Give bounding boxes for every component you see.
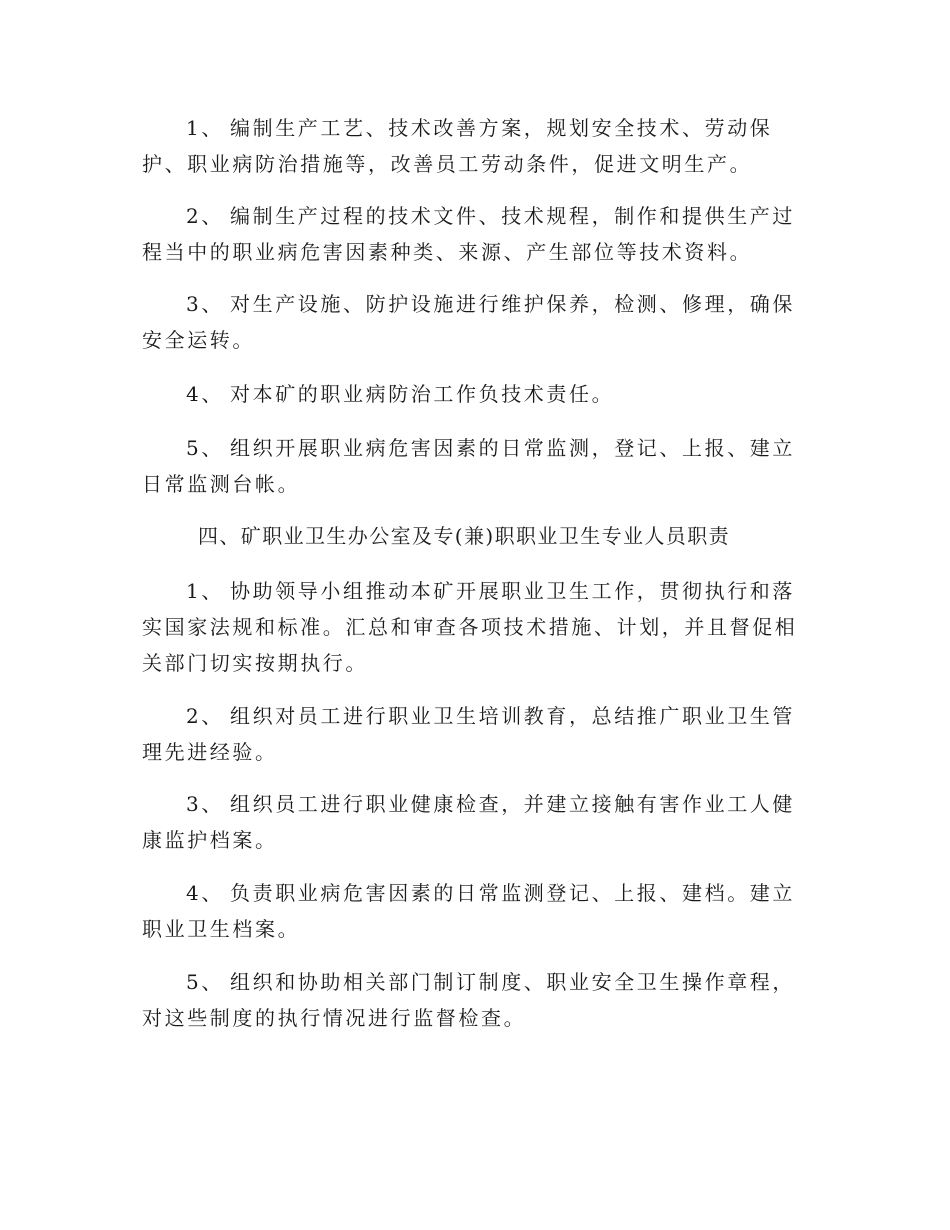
item-text: 对生产设施、防护设施进行维护保养，检测、修理，确保安全运转。: [142, 292, 795, 352]
item-number: 4、: [186, 382, 224, 406]
item-text: 组织对员工进行职业卫生培训教育，总结推广职业卫生管理先进经验。: [142, 704, 795, 764]
section3-item-5: [142, 430, 802, 502]
section4-heading: 四、矿职业卫生办公室及专(兼)职职业卫生专业人员职责: [198, 524, 731, 548]
section3-item-3: [142, 286, 802, 358]
item-number: 5、: [186, 436, 224, 460]
item-number: 2、: [186, 204, 224, 228]
item-text: 编制生产过程的技术文件、技术规程，制作和提供生产过程当中的职业病危害因素种类、来源、产生部位等技术资料。: [142, 204, 795, 264]
item-number: 2、: [186, 704, 224, 728]
section3-item-2: [142, 198, 802, 270]
item-text: 对本矿的职业病防治工作负技术责任。: [230, 382, 615, 406]
item-number: 1、: [186, 579, 224, 603]
item-number: 1、: [186, 116, 224, 140]
section3-item-1: [142, 110, 802, 182]
item-text: 组织员工进行职业健康检查，并建立接触有害作业工人健康监护档案。: [142, 792, 795, 852]
section4-item-2: [142, 698, 802, 770]
item-text: 组织和协助相关部门制订制度、职业安全卫生操作章程，对这些制度的执行情况进行监督检查。: [142, 970, 795, 1030]
item-text: 组织开展职业病危害因素的日常监测，登记、上报、建立日常监测台帐。: [142, 436, 795, 496]
section3-item-4: [142, 376, 802, 412]
item-number: 3、: [186, 292, 224, 316]
item-number: 3、: [186, 792, 224, 816]
section4-item-3: [142, 786, 802, 858]
section4-item-4: [142, 875, 802, 947]
item-text: 协助领导小组推动本矿开展职业卫生工作，贯彻执行和落实国家法规和标准。汇总和审查各项技术措施、计划，并且督促相关部门切实按期执行。: [142, 579, 798, 675]
section4-item-1: [142, 573, 802, 681]
item-number: 4、: [186, 881, 224, 905]
item-number: 5、: [186, 970, 224, 994]
item-text: 编制生产工艺、技术改善方案，规划安全技术、劳动保护、职业病防治措施等，改善员工劳动条件，促进文明生产。: [142, 116, 773, 176]
section4-item-5: [142, 964, 802, 1036]
item-text: 负责职业病危害因素的日常监测登记、上报、建档。建立职业卫生档案。: [142, 881, 795, 941]
